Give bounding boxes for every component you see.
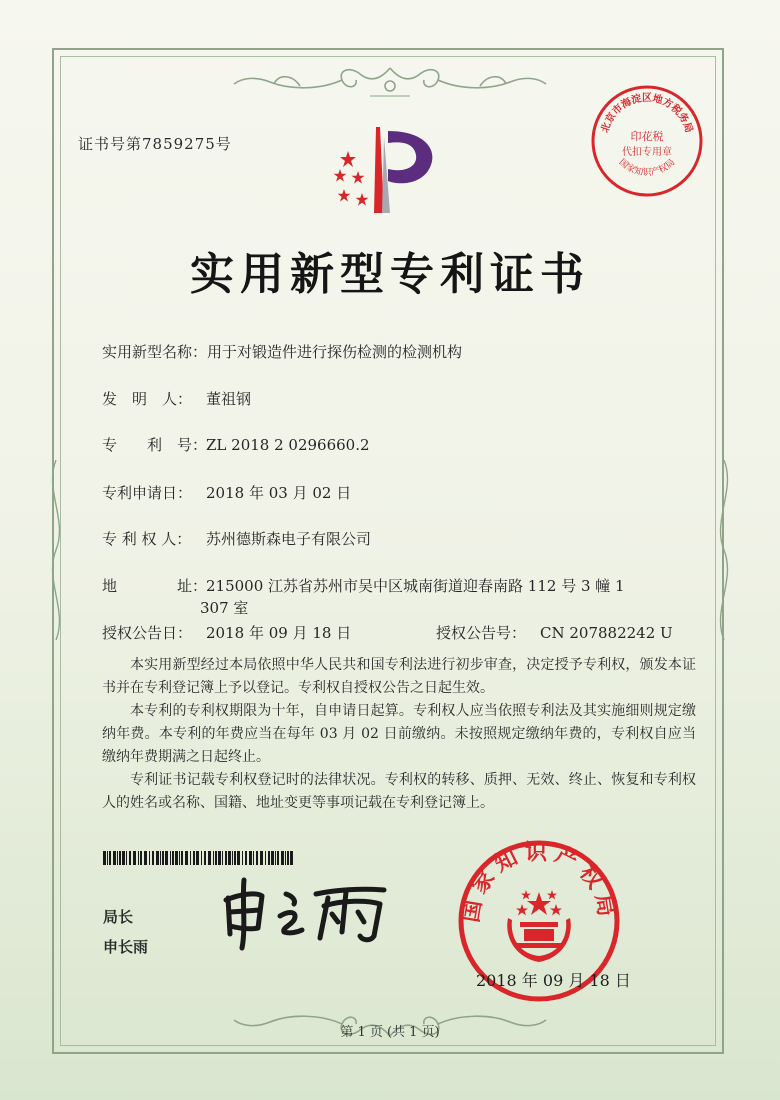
field-value: 董祖钢 xyxy=(206,390,252,408)
barcode-bar xyxy=(242,851,243,865)
sipo-logo xyxy=(318,113,448,223)
director-signature xyxy=(212,872,402,952)
barcode-bar xyxy=(156,851,159,865)
field-label: 授权公告日： xyxy=(102,624,193,642)
barcode-bar xyxy=(126,851,127,865)
barcode xyxy=(103,851,293,865)
field-address-line2: 307 室 xyxy=(200,599,249,617)
barcode-bar xyxy=(119,851,121,865)
certificate-number: 证书号第7859275号 xyxy=(78,135,232,153)
field-value: 苏州德斯森电子有限公司 xyxy=(206,530,372,548)
barcode-bar xyxy=(162,851,164,865)
national-emblem xyxy=(507,890,571,962)
barcode-bar xyxy=(117,851,118,865)
barcode-bar xyxy=(208,851,211,865)
paragraph-legal-status: 专利证书记载专利权登记时的法律状况。专利权的转移、质押、无效、终止、恢复和专利权人的姓名或名称、国籍、地址变更等事项记载在专利登记簿上。 xyxy=(102,772,696,811)
field-grant-date xyxy=(102,622,351,643)
barcode-bar xyxy=(179,851,180,865)
field-grant-number xyxy=(436,622,673,643)
barcode-bar xyxy=(287,851,289,865)
field-value: 2018 年 09 月 18 日 xyxy=(206,624,352,642)
field-filing-date xyxy=(102,482,351,503)
barcode-bar xyxy=(152,851,154,865)
barcode-bar xyxy=(190,851,191,865)
barcode-bar xyxy=(181,851,183,865)
field-label: 专 利 权 人： xyxy=(102,530,192,548)
barcode-bar xyxy=(113,851,116,865)
barcode-bar xyxy=(204,851,206,865)
field-label: 授权公告号： xyxy=(436,624,527,642)
paragraph-term-fees: 本专利的专利权期限为十年，自申请日起算。专利权人应当依照专利法及其实施细则规定缴纳年费。本专利的年费应当在每年 03 月 02 日前缴纳。未按照规定缴纳年费的，专利权自应当缴纳年费期满之日起终止。 xyxy=(102,703,696,765)
barcode-bar xyxy=(256,851,258,865)
barcode-bar xyxy=(201,851,202,865)
barcode-bar xyxy=(172,851,174,865)
barcode-bar xyxy=(249,851,252,865)
left-ornament xyxy=(44,460,68,640)
barcode-bar xyxy=(196,851,199,865)
field-label: 实用新型名称： xyxy=(102,343,208,361)
director-title: 局长 xyxy=(103,908,134,926)
barcode-bar xyxy=(232,851,233,865)
barcode-bar xyxy=(185,851,188,865)
barcode-bar xyxy=(234,851,236,865)
barcode-bar xyxy=(138,851,139,865)
tax-stamp-line1: 印花税 xyxy=(630,130,664,143)
field-inventor xyxy=(102,388,251,409)
barcode-bar xyxy=(170,851,171,865)
barcode-bar xyxy=(165,851,168,865)
barcode-bar xyxy=(107,851,108,865)
director-name: 申长雨 xyxy=(103,938,149,956)
barcode-bar xyxy=(109,851,111,865)
barcode-bar xyxy=(253,851,254,865)
field-label: 专 利 号： xyxy=(102,436,208,454)
field-address xyxy=(102,575,625,596)
svg-text:国家知识产权局 xyxy=(617,157,678,178)
barcode-bar xyxy=(175,851,178,865)
field-value: 215000 江苏省苏州市吴中区城南街道迎春南路 112 号 3 幢 1 xyxy=(206,577,625,595)
page-number: 第 1 页 (共 1 页) xyxy=(340,1025,440,1040)
svg-text:国家知识产权局 xyxy=(458,839,620,924)
seal-date: 2018 年 09 月 18 日 xyxy=(476,971,631,990)
barcode-bar xyxy=(218,851,221,865)
barcode-bar xyxy=(281,851,284,865)
barcode-bar xyxy=(122,851,125,865)
barcode-bar xyxy=(265,851,266,865)
barcode-bar xyxy=(213,851,214,865)
field-value: 2018 年 03 月 02 日 xyxy=(206,484,352,502)
tax-stamp-lower-text: 国家知识产权局 xyxy=(616,157,678,179)
barcode-bar xyxy=(149,851,150,865)
field-value: CN 207882242 U xyxy=(540,624,673,642)
field-utility-model-name xyxy=(102,341,462,362)
top-ornament xyxy=(230,60,550,104)
barcode-bar xyxy=(140,851,142,865)
barcode-bar xyxy=(225,851,227,865)
barcode-bar xyxy=(237,851,240,865)
certificate-title: 实用新型专利证书 xyxy=(190,249,590,300)
field-label: 发 明 人： xyxy=(102,390,193,408)
barcode-bar xyxy=(271,851,274,865)
barcode-bar xyxy=(260,851,263,865)
barcode-bar xyxy=(133,851,136,865)
tax-stamp-line2: 代扣专用章 xyxy=(622,147,672,158)
barcode-bar xyxy=(215,851,217,865)
field-label: 地 址： xyxy=(102,577,208,595)
barcode-bar xyxy=(193,851,195,865)
barcode-bar xyxy=(290,851,293,865)
barcode-bar xyxy=(275,851,276,865)
barcode-bar xyxy=(277,851,279,865)
tax-stamp xyxy=(588,82,706,200)
field-value: ZL 2018 2 0296660.2 xyxy=(206,436,370,454)
office-seal-text: 国家知识产权局 xyxy=(457,839,621,925)
field-patentee xyxy=(102,528,371,549)
barcode-bar xyxy=(144,851,147,865)
right-ornament xyxy=(712,460,736,640)
barcode-bar xyxy=(129,851,131,865)
barcode-bar xyxy=(245,851,247,865)
barcode-bar xyxy=(228,851,231,865)
field-label: 专利申请日： xyxy=(102,484,193,502)
barcode-bar xyxy=(160,851,161,865)
field-value: 用于对锻造件进行探伤检测的检测机构 xyxy=(207,343,463,361)
barcode-bar xyxy=(285,851,286,865)
barcode-bar xyxy=(268,851,270,865)
tax-stamp-outer-text: 北京市海淀区地方税务局 xyxy=(599,93,695,135)
barcode-bar xyxy=(103,851,106,865)
barcode-bar xyxy=(222,851,223,865)
paragraph-grant-statement: 本实用新型经过本局依照中华人民共和国专利法进行初步审查，决定授予专利权，颁发本证书并在专利登记簿上予以登记。专利权自授权公告之日起生效。 xyxy=(102,657,696,696)
field-patent-number xyxy=(102,434,370,455)
